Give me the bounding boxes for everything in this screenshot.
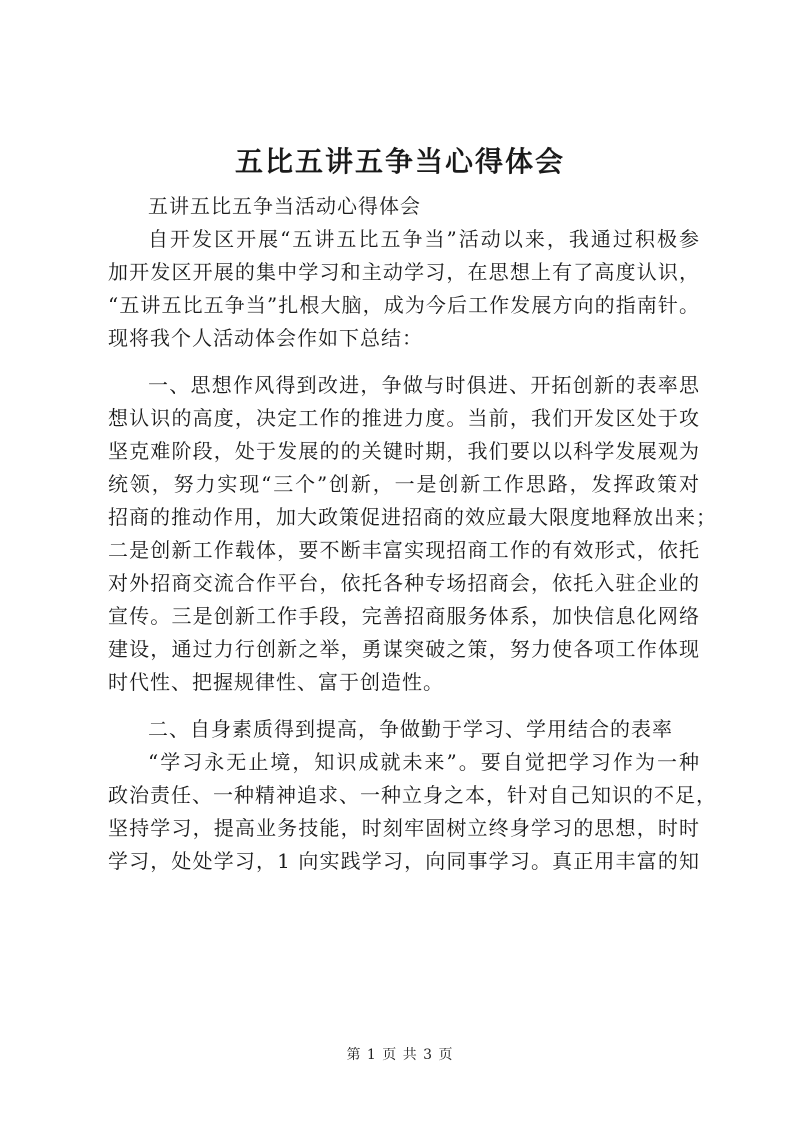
subtitle-line: 五讲五比五争当活动心得体会 — [148, 194, 421, 218]
paragraph-line: 学习，处处学习，1 向实践学习，向同事学习。真正用丰富的知 — [108, 849, 700, 873]
paragraph-line: 加开发区开展的集中学习和主动学习，在思想上有了高度认识， — [108, 260, 700, 284]
paragraph-line: 坚克难阶段，处于发展的的关键时期，我们要以以科学发展观为 — [108, 439, 700, 463]
document-title: 五比五讲五争当心得体会 — [234, 145, 565, 178]
paragraph-line: 招商的推动作用，加大政策促进招商的效应最大限度地释放出来； — [108, 505, 717, 529]
paragraph-line: 建设，通过力行创新之举，勇谋突破之策，努力使各项工作体现 — [108, 637, 700, 661]
paragraph-line: 宣传。三是创新工作手段，完善招商服务体系，加快信息化网络 — [108, 604, 700, 628]
paragraph-line: “五讲五比五争当”扎根大脑，成为今后工作发展方向的指南针。 — [108, 293, 700, 317]
paragraph-line: 时代性、把握规律性、富于创造性。 — [108, 670, 444, 694]
paragraph-line: 坚持学习，提高业务技能，时刻牢固树立终身学习的思想，时时 — [108, 816, 700, 840]
paragraph-line: 想认识的高度，决定工作的推进力度。当前，我们开发区处于攻 — [108, 406, 700, 430]
paragraph-line: 统领，努力实现“三个”创新，一是创新工作思路，发挥政策对 — [108, 472, 700, 496]
section-heading: 二、自身素质得到提高，争做勤于学习、学用结合的表率 — [148, 717, 673, 741]
paragraph-line: 政治责任、一种精神追求、一种立身之本，针对自己知识的不足， — [108, 783, 717, 807]
paragraph-line: 一、思想作风得到改进，争做与时俱进、开拓创新的表率思 — [148, 373, 700, 397]
paragraph-line: 自开发区开展“五讲五比五争当”活动以来，我通过积极参 — [148, 227, 700, 251]
paragraph-line: 对外招商交流合作平台，依托各种专场招商会，依托入驻企业的 — [108, 571, 700, 595]
paragraph-line: 现将我个人活动体会作如下总结： — [108, 326, 423, 350]
document-body — [108, 190, 717, 878]
paragraph-line: 二是创新工作载体，要不断丰富实现招商工作的有效形式，依托 — [108, 538, 700, 562]
paragraph-line: “学习永无止境，知识成就未来”。要自觉把学习作为一种 — [148, 750, 700, 774]
page-footer: 第 1 页 共 3 页 — [346, 1047, 454, 1063]
